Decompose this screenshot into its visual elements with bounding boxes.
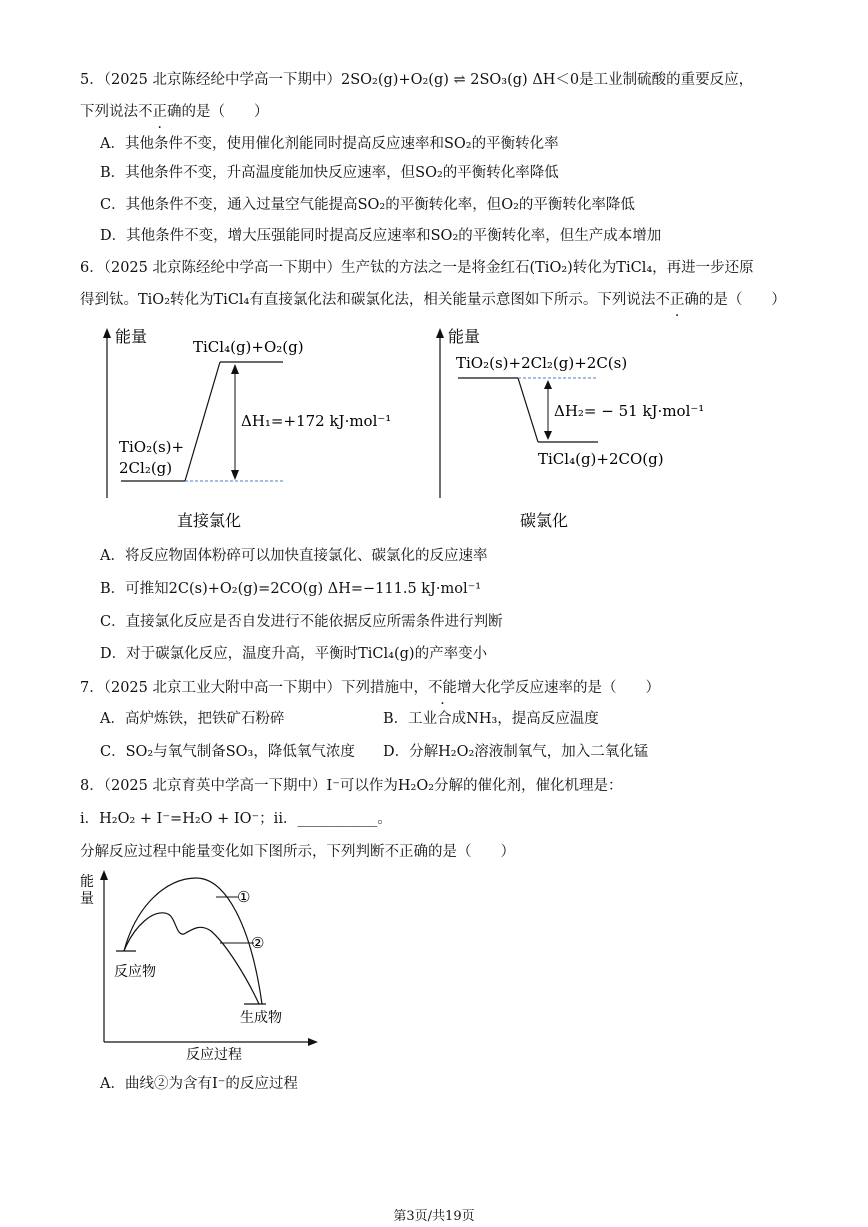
fig2-reactant: TiO₂(s)+2Cl₂(g)+2C(s) <box>456 354 628 372</box>
fig2-delta-h: ΔH₂= − 51 kJ·mol⁻¹ <box>554 402 705 420</box>
q8-curve-1-label: ① <box>237 888 251 906</box>
fig1-reactant-1: TiO₂(s)+ <box>119 438 185 456</box>
q8-curve-2 <box>124 913 259 1004</box>
q7-stem-pre: 7．（2025 北京工业大附中高一下期中）下列措施中， <box>80 680 428 696</box>
q6-stem-line2 <box>80 290 786 310</box>
q5-stem-line2 <box>80 102 269 122</box>
q7-stem-post: 增大化学反应速率的是（ ） <box>456 680 660 696</box>
q8-xlabel: 反应过程 <box>186 1047 242 1063</box>
q6-emphasis: 不正确 <box>655 292 699 308</box>
carbochlorination-diagram <box>430 322 720 537</box>
q6-option-c: C．直接氯化反应是否自发进行不能依据反应所需条件进行判断 <box>100 614 503 630</box>
q6-stem-line1: 6．（2025 北京陈经纶中学高一下期中）生产钛的方法之一是将金红石(TiO₂)转化为TiCl₄，再进一步还原 <box>80 260 754 276</box>
q7-stem <box>80 678 660 698</box>
q6-stem2-post: 的是（ ） <box>698 292 786 308</box>
q5-option-c: C．其他条件不变，通入过量空气能提高SO₂的平衡转化率，但O₂的平衡转化率降低 <box>100 197 635 213</box>
q7-emphasis: 不能 <box>427 680 457 696</box>
fig1-delta-h: ΔH₁=+172 kJ·mol⁻¹ <box>241 412 392 430</box>
fig1-caption: 直接氯化 <box>177 511 242 530</box>
q7-option-b: B．工业合成NH₃，提高反应温度 <box>383 711 599 727</box>
q8-ylabel-2: 量 <box>80 891 94 907</box>
q8-reactant-label: 反应物 <box>114 964 156 980</box>
q8-stem: 8．（2025 北京育英中学高一下期中）I⁻可以作为H₂O₂分解的催化剂，催化机理是： <box>80 778 623 794</box>
q7-option-a: A．高炉炼铁，把铁矿石粉碎 <box>100 711 285 727</box>
q6-option-b: B．可推知2C(s)+O₂(g)=2CO(g) ΔH=−111.5 kJ·mol⁻¹ <box>100 581 482 597</box>
fig2-caption: 碳氯化 <box>520 511 569 530</box>
q8-option-a: A．曲线②为含有I⁻的反应过程 <box>100 1076 298 1092</box>
fig1-reactant-2: 2Cl₂(g) <box>119 459 173 477</box>
direct-chlorination-diagram <box>95 322 415 537</box>
fig1-product: TiCl₄(g)+O₂(g) <box>193 338 304 356</box>
page-footer: 第3页/共19页 <box>393 1209 475 1224</box>
q6-option-a: A．将反应物固体粉碎可以加快直接氯化、碳氯化的反应速率 <box>100 548 488 564</box>
q5-option-d: D．其他条件不变，增大压强能同时提高反应速率和SO₂的平衡转化率，但生产成本增加 <box>100 228 662 244</box>
q5-stem2-pre: 下列说法 <box>80 104 138 120</box>
catalysis-energy-diagram <box>76 866 336 1066</box>
q5-option-a: A．其他条件不变，使用催化剂能同时提高反应速率和SO₂的平衡转化率 <box>100 136 559 152</box>
q8-curve-2-label: ② <box>251 934 265 952</box>
q7-option-d: D．分解H₂O₂溶液制氧气，加入二氧化锰 <box>383 744 649 760</box>
q6-option-d: D．对于碳氯化反应，温度升高，平衡时TiCl₄(g)的产率变小 <box>100 646 488 662</box>
q8-mechanism: i．H₂O₂ + I⁻=H₂O + IO⁻；ii．___________。 <box>80 811 392 827</box>
q6-stem2-pre: 得到钛。TiO₂转化为TiCl₄有直接氯化法和碳氯化法，相关能量示意图如下所示。下列说法 <box>80 292 656 308</box>
q8-ylabel-1: 能 <box>80 874 94 890</box>
q8-product-label: 生成物 <box>240 1010 282 1026</box>
q5-option-b: B．其他条件不变，升高温度能加快反应速率，但SO₂的平衡转化率降低 <box>100 165 559 181</box>
q5-stem-line1: 5．（2025 北京陈经纶中学高一下期中）2SO₂(g)+O₂(g) ⇌ 2SO₃(g) ΔH＜0是工业制硫酸的重要反应， <box>80 72 754 88</box>
q8-stem2: 分解反应过程中能量变化如下图所示，下列判断不正确的是（ ） <box>80 844 515 860</box>
fig1-ylabel: 能量 <box>115 327 148 346</box>
fig2-product: TiCl₄(g)+2CO(g) <box>538 450 664 468</box>
q5-emphasis: 不正确 <box>138 104 182 120</box>
q5-stem2-post: 的是（ ） <box>181 104 269 120</box>
fig2-ylabel: 能量 <box>448 327 481 346</box>
q7-option-c: C．SO₂与氧气制备SO₃，降低氧气浓度 <box>100 744 355 760</box>
